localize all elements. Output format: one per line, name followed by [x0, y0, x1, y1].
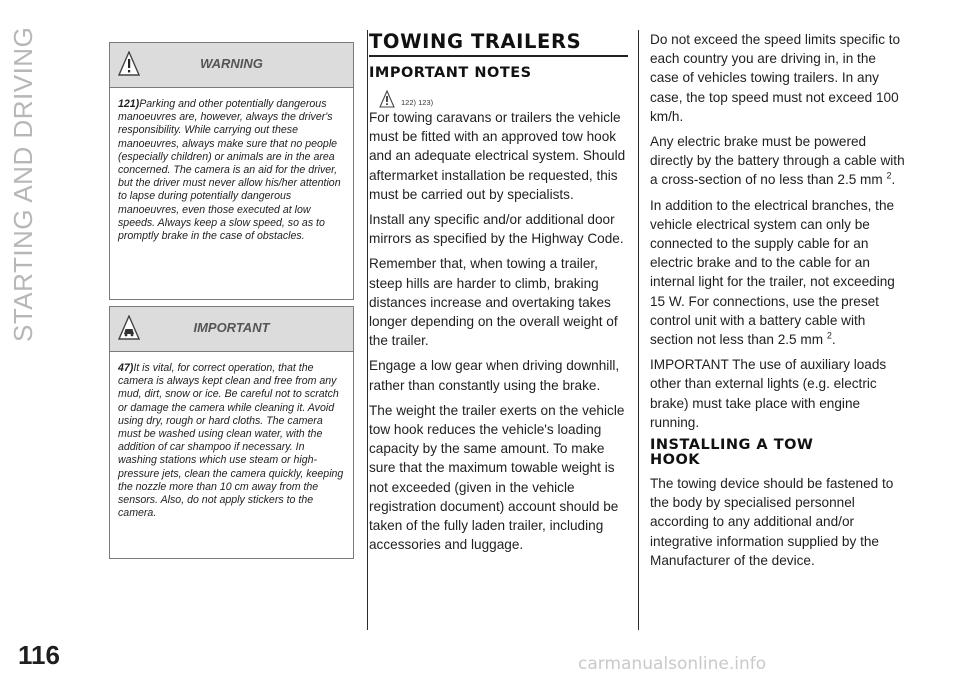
important-box	[109, 306, 354, 559]
important-text: It is vital, for correct operation, that the camera is always kept clean and free from any mud, dirt, snow or ice. Be careful not to scratch or damage the camera while cleaning it. Avoid using dry, rough or hard cloths. The camera must be washed using clean water, with the addition of car shampoo if necessary. In washing stations which use steam or high-pressure jets, clean the camera quickly, keeping the nozzle more than 10 cm away from the sensors. Also, do not apply stickers to the camera.	[118, 362, 344, 520]
important-box-header	[110, 307, 353, 352]
column-divider-left	[367, 30, 368, 630]
paragraph-end: .	[891, 172, 896, 188]
column-divider-right	[638, 30, 639, 630]
paragraph: Engage a low gear when driving downhill, rather than constantly using the brake.	[369, 358, 620, 393]
important-box-title: IMPORTANT	[193, 320, 270, 335]
section-side-title: STARTING AND DRIVING	[8, 26, 38, 342]
subheading-tow-hook	[650, 438, 908, 468]
warning-ref-number: 121)	[118, 98, 140, 110]
paragraph-end: .	[831, 332, 836, 348]
paragraph-text: Any electric brake must be powered directly by the battery through a cable with a cross-section of no less than 2.5 mm	[650, 134, 905, 188]
important-ref-number: 47)	[118, 362, 134, 374]
warning-triangle-icon	[379, 90, 395, 108]
paragraph: IMPORTANT The use of auxiliary loads other than external lights (e.g. electric brake) must take place with engine running.	[650, 357, 887, 430]
warning-text: Parking and other potentially dangerous manoeuvres are, however, always the driver's responsibility. While carrying out these manoeuvres, always make sure that no people (especially children) or animals are in the area concerned. The camera is an aid for the driver, but the driver must never allow his/her attention to lapse during potentially dangerous manoeuvres, even those executed at low speeds. Always keep a slow speed, so as to promptly brake in the case of obstacles.	[118, 98, 341, 243]
superscript: 2	[886, 170, 892, 181]
watermark: carmanualsonline.info	[578, 654, 767, 674]
paragraph: The weight the trailer exerts on the vehicle tow hook reduces the vehicle's loading capacity by the same amount. To make sure that the maximum towable weight is not exceeded (given in the vehicle registration document) account should be taken of the fully laden trailer, including accessories and luggage.	[369, 402, 625, 553]
warning-box-title: WARNING	[200, 56, 263, 71]
paragraph: The towing device should be fastened to the body by specialised personnel according to any additional and/or integrative information supplied by the Manufacturer of the device.	[650, 476, 894, 568]
paragraph: For towing caravans or trailers the vehicle must be fitted with an approved tow hook and an adequate electrical system. Should aftermarket installation be requested, this must be carried out by specialists.	[369, 110, 626, 202]
reference-numbers: 122) 123)	[401, 98, 434, 107]
middle-column	[369, 30, 628, 560]
reference-line	[369, 86, 628, 108]
right-column	[650, 30, 908, 576]
paragraph-text: In addition to the electrical branches, the vehicle electrical system can only be connected to the supply cable for an electric brake and to the cable for an internal light for the trailer, not exceeding 15 W. For connections, use the preset control unit with a battery cable with section not less than 2.5 mm	[650, 197, 895, 348]
paragraph	[650, 196, 908, 350]
section-heading: TOWING TRAILERS	[369, 30, 582, 53]
superscript: 2	[826, 330, 832, 341]
important-box-body	[110, 352, 353, 530]
paragraph: Do not exceed the speed limits specific to each country you are driving in, in the case of vehicles towing trailers. In any case, the top speed must not exceed 100 km/h.	[650, 32, 901, 124]
subheading-line: HOOK	[650, 452, 701, 469]
paragraph: Install any specific and/or additional door mirrors as specified by the Highway Code.	[369, 212, 624, 247]
warning-box-header	[110, 43, 353, 88]
heading-rule	[369, 55, 628, 57]
paragraph: Remember that, when towing a trailer, steep hills are harder to climb, braking distances increase and overtaking takes longer depending on the overall weight of the trailer.	[369, 256, 618, 349]
subheading-line: INSTALLING A TOW	[650, 437, 814, 454]
warning-box-body	[110, 88, 353, 253]
paragraph	[650, 132, 908, 190]
subheading: IMPORTANT NOTES	[369, 65, 532, 81]
page-number: 116	[18, 640, 60, 670]
warning-box	[109, 42, 354, 300]
